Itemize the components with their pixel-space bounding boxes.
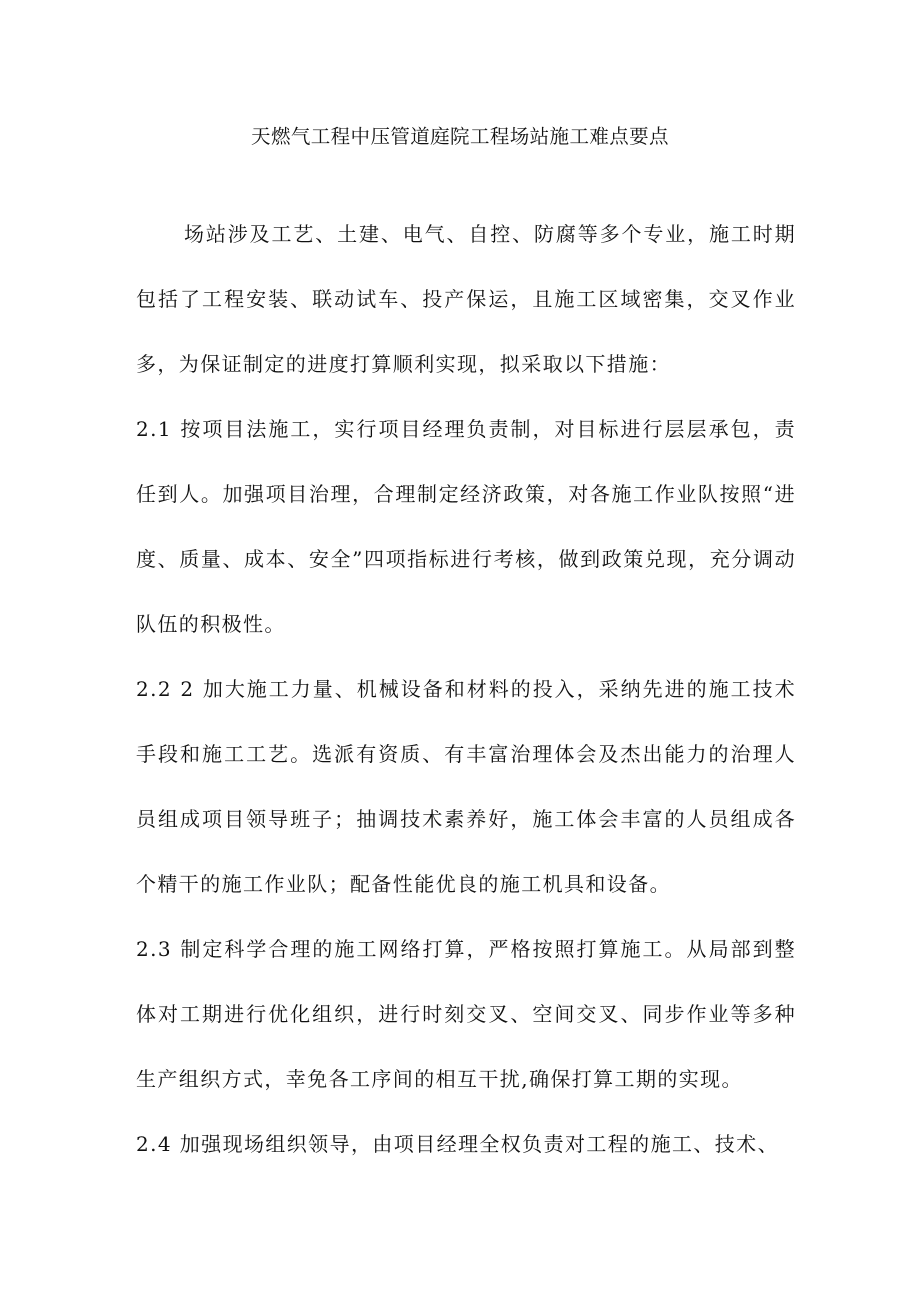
paragraph-2-4: 2.4 加强现场组织领导，由项目经理全权负责对工程的施工、技术、 — [136, 1132, 779, 1156]
paragraph-2-1: 2.1 按项目法施工，实行项目经理负责制，对目标进行层层承包，责任到人。加强项目治理，合理制定经济政策，对各施工作业队按照“进度、质量、成本、安全”四项指标进行考核，做到政策兑现，充分调动队伍的积极性。 — [136, 417, 796, 636]
document-body — [136, 202, 796, 1177]
intro-paragraph: 场站涉及工艺、土建、电气、自控、防腐等多个专业，施工时期包括了工程安装、联动试车、投产保运，且施工区域密集，交叉作业多，为保证制定的进度打算顺利实现，拟采取以下措施： — [136, 222, 796, 376]
paragraph-2-2: 2.2 2 加大施工力量、机械设备和材料的投入，采纳先进的施工技术手段和施工工艺。选派有资质、有丰富治理体会及杰出能力的治理人员组成项目领导班子；抽调技术素养好，施工体会丰富的人员组成各个精干的施工作业队；配备性能优良的施工机具和设备。 — [136, 677, 796, 896]
document-title: 天燃气工程中压管道庭院工程场站施工难点要点 — [251, 125, 669, 148]
paragraph-2-3: 2.3 制定科学合理的施工网络打算，严格按照打算施工。从局部到整体对工期进行优化组织，进行时刻交叉、空间交叉、同步作业等多种生产组织方式，幸免各工序间的相互干扰,确保打算工期的实现。 — [136, 937, 796, 1091]
